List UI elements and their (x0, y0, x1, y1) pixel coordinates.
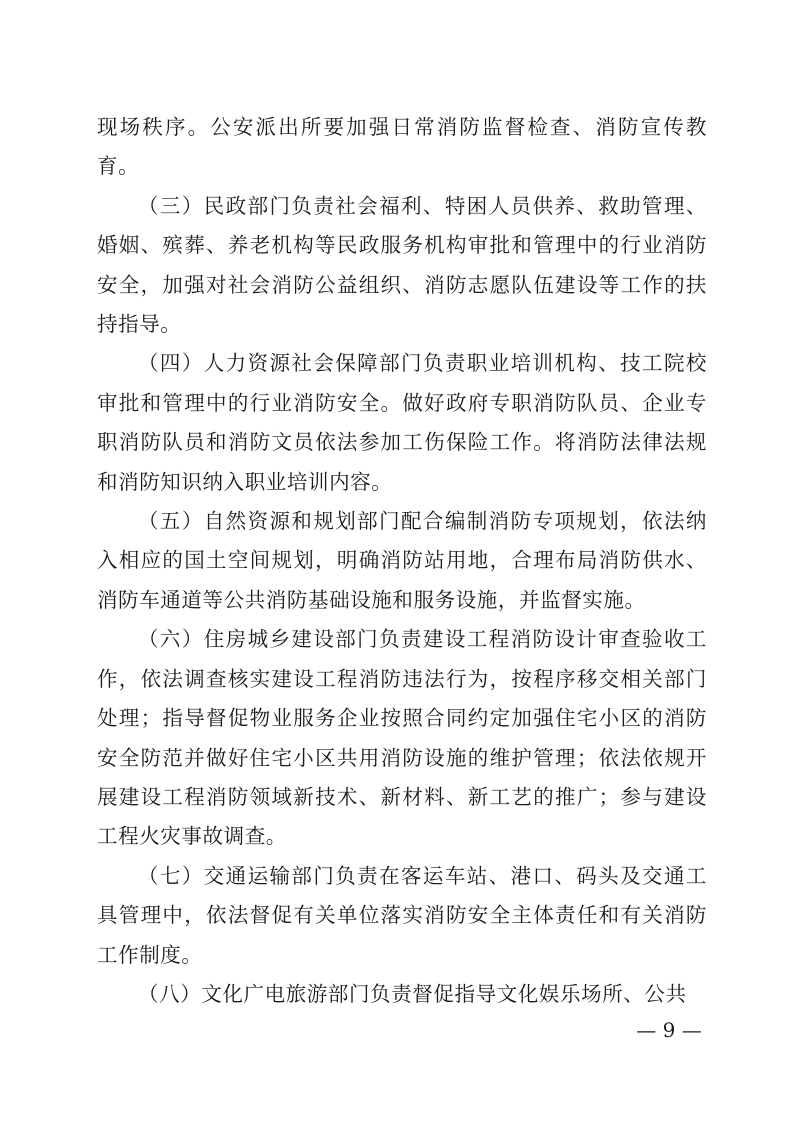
document-body (97, 108, 707, 1014)
paragraph-5: （六）住房城乡建设部门负责建设工程消防设计审查验收工作，依法调查核实建设工程消防违法行为，按程序移交相关部门处理；指导督促物业服务企业按照合同约定加强住宅小区的消防安全防范并做好住宅小区共用消防设施的维护管理；依法依规开展建设工程消防领域新技术、新材料、新工艺的推广；参与建设工程火灾事故调查。 (97, 627, 707, 849)
paragraph-6: （七）交通运输部门负责在客运车站、港口、码头及交通工具管理中，依法督促有关单位落实消防安全主体责任和有关消防工作制度。 (97, 863, 707, 967)
paragraph-4: （五）自然资源和规划部门配合编制消防专项规划，依法纳入相应的国土空间规划，明确消防站用地，合理布局消防供水、消防车通道等公共消防基础设施和服务设施，并监督实施。 (97, 509, 707, 612)
paragraph-3: （四）人力资源社会保障部门负责职业培训机构、技工院校审批和管理中的行业消防安全。做好政府专职消防队员、企业专职消防队员和消防文员依法参加工伤保险工作。将消防法律法规和消防知识纳入职业培训内容。 (97, 351, 707, 494)
paragraph-2: （三）民政部门负责社会福利、特困人员供养、救助管理、婚姻、殡葬、养老机构等民政服务机构审批和管理中的行业消防安全，加强对社会消防公益组织、消防志愿队伍建设等工作的扶持指导。 (97, 193, 707, 337)
paragraph-7: （八）文化广电旅游部门负责督促指导文化娱乐场所、公共 (138, 981, 687, 1006)
paragraph-1: 现场秩序。公安派出所要加强日常消防监督检查、消防宣传教育。 (97, 115, 707, 179)
page-number: — 9 — (636, 1018, 702, 1042)
